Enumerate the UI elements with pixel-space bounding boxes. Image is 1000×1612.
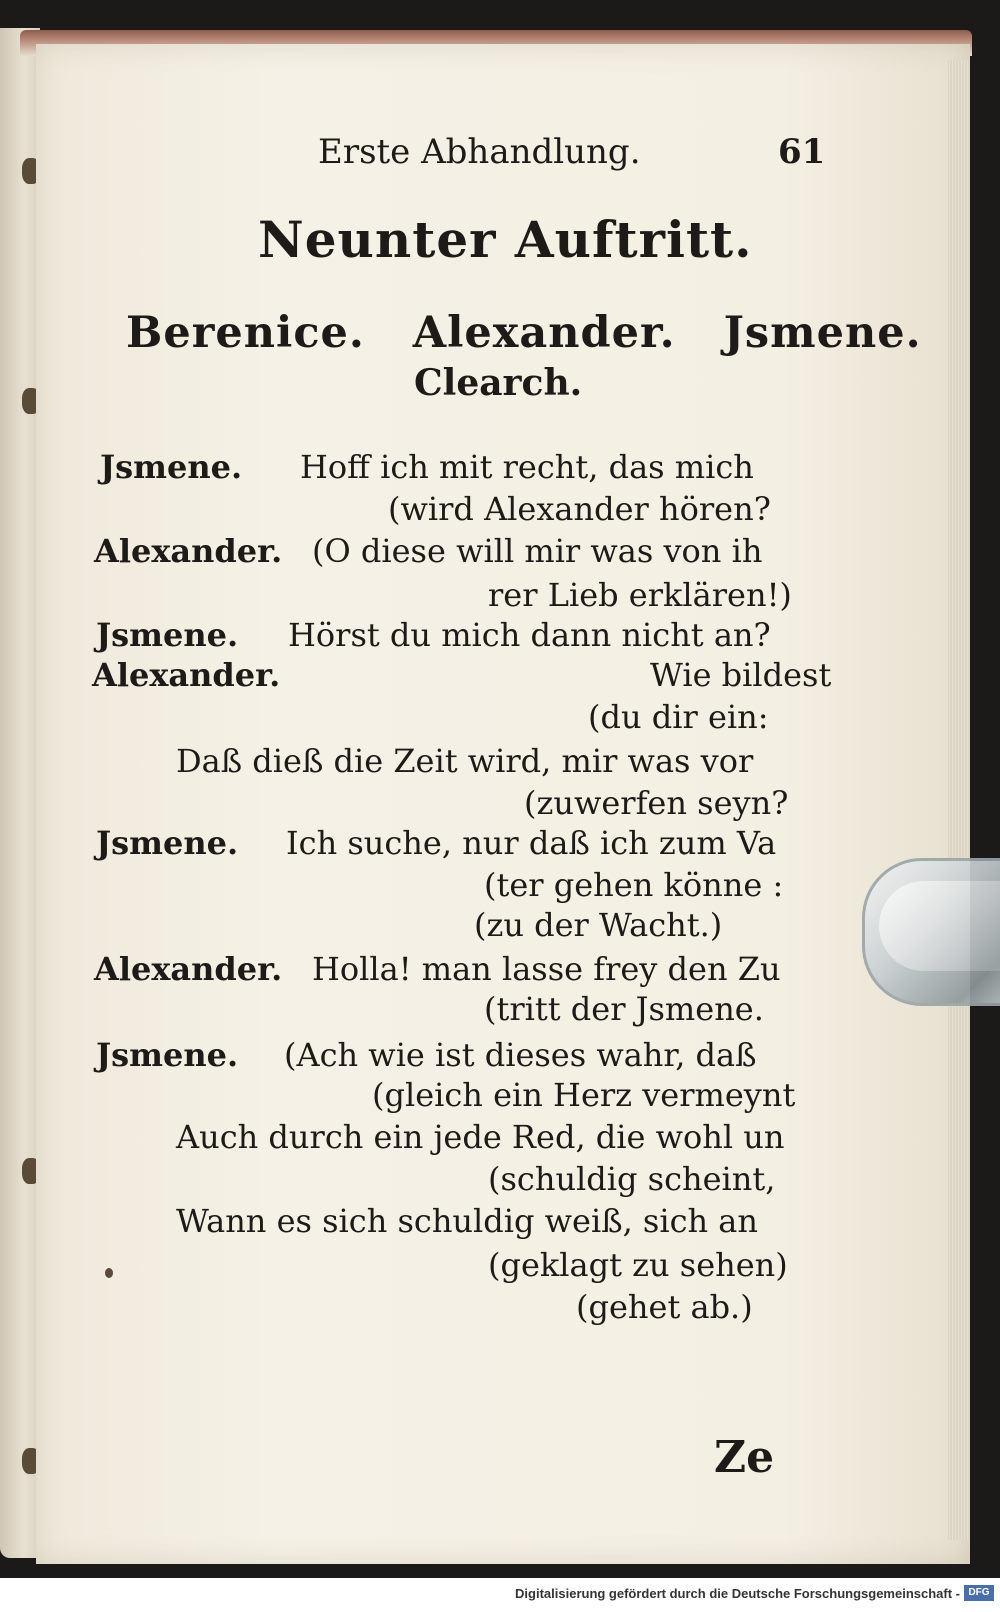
dialogue-line: (geklagt zu sehen)	[488, 1246, 788, 1284]
characters-list: Berenice. Alexander. Jsmene.	[126, 308, 922, 358]
characters-list-continued: Clearch.	[414, 362, 583, 404]
dialogue-line: (O diese will mir was von ih	[312, 532, 763, 570]
dialogue-line: (zuwerfen seyn?	[524, 784, 789, 822]
dialogue-line: Auch durch ein jede Red, die wohl un	[176, 1118, 785, 1156]
page-fore-edge	[948, 60, 970, 1540]
page-holder-clip	[862, 858, 1000, 1006]
dialogue-line: Ich suche, nur daß ich zum Va	[286, 824, 777, 862]
speaker-label: Alexander.	[94, 950, 283, 988]
dialogue-line: Daß dieß die Zeit wird, mir was vor	[176, 742, 754, 780]
footer-bar	[0, 1578, 1000, 1612]
dialogue-line: rer Lieb erklären!)	[488, 576, 792, 614]
speaker-label: Jsmene.	[96, 1036, 239, 1074]
scene-title: Neunter Auftritt.	[258, 210, 753, 269]
dialogue-line: Hörst du mich dann nicht an?	[288, 616, 771, 654]
dialogue-line: (zu der Wacht.)	[474, 906, 723, 944]
dialogue-line: (ter gehen könne :	[484, 866, 784, 904]
speaker-label: Alexander.	[92, 656, 281, 694]
left-page-edge	[0, 28, 40, 1558]
speaker-label: Jsmene.	[96, 616, 239, 654]
catchword: Ze	[714, 1432, 775, 1483]
dialogue-line: Wie bildest	[650, 656, 832, 694]
dialogue-line: (gleich ein Herz vermeynt	[372, 1076, 796, 1114]
speaker-label: Alexander.	[94, 532, 283, 570]
running-head: Erste Abhandlung.	[318, 132, 641, 172]
funding-credit: Digitalisierung gefördert durch die Deutsche Forschungsgemeinschaft -	[515, 1586, 960, 1601]
clip-highlight	[879, 881, 1000, 971]
dialogue-line: (wird Alexander hören?	[388, 490, 771, 528]
dialogue-line: Holla! man lasse frey den Zu	[312, 950, 781, 988]
dfg-logo-icon: DFG	[964, 1585, 994, 1601]
dialogue-line: Wann es sich schuldig weiß, sich an	[176, 1202, 758, 1240]
dialogue-line: (Ach wie ist dieses wahr, daß	[284, 1036, 757, 1074]
ink-stain	[105, 1268, 113, 1278]
page-number: 61	[778, 132, 826, 172]
speaker-label: Jsmene.	[100, 448, 243, 486]
speaker-label: Jsmene.	[96, 824, 239, 862]
dialogue-line: (schuldig scheint,	[488, 1160, 776, 1198]
dialogue-line: (du dir ein:	[588, 698, 769, 736]
dialogue-line: (tritt der Jsmene.	[484, 990, 764, 1028]
stage-direction: (gehet ab.)	[576, 1288, 753, 1326]
book-page	[36, 44, 970, 1564]
dialogue-line: Hoff ich mit recht, das mich	[300, 448, 754, 486]
